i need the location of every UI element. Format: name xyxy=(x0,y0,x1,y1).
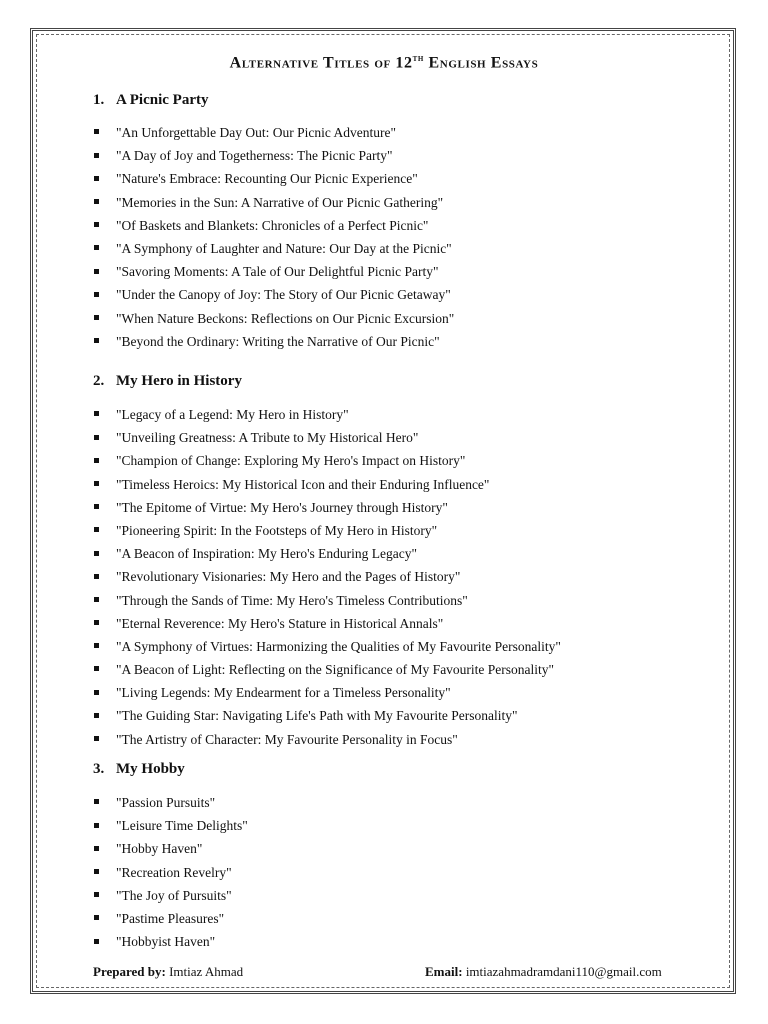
list-item: "Legacy of a Legend: My Hero in History" xyxy=(94,403,561,426)
list-item: "When Nature Beckons: Reflections on Our Picnic Excursion" xyxy=(94,307,454,330)
list-item: "A Symphony of Laughter and Nature: Our Day at the Picnic" xyxy=(94,237,454,260)
square-bullet-icon xyxy=(94,269,99,274)
square-bullet-icon xyxy=(94,435,99,440)
list-item: "Eternal Reverence: My Hero's Stature in Historical Annals" xyxy=(94,612,561,635)
list-item: "Nature's Embrace: Recounting Our Picnic Experience" xyxy=(94,167,454,190)
list-item: "A Beacon of Inspiration: My Hero's Enduring Legacy" xyxy=(94,542,561,565)
list-item: "An Unforgettable Day Out: Our Picnic Adventure" xyxy=(94,121,454,144)
square-bullet-icon xyxy=(94,153,99,158)
title-tail: English Essays xyxy=(423,54,539,72)
square-bullet-icon xyxy=(94,411,99,416)
square-bullet-icon xyxy=(94,315,99,320)
list-item: "Memories in the Sun: A Narrative of Our Picnic Gathering" xyxy=(94,191,454,214)
email-value: imtiazahmadramdani110@gmail.com xyxy=(462,964,662,979)
list-item: "Savoring Moments: A Tale of Our Delightful Picnic Party" xyxy=(94,260,454,283)
square-bullet-icon xyxy=(94,481,99,486)
title-superscript: th xyxy=(412,53,424,64)
list-item: "A Beacon of Light: Reflecting on the Significance of My Favourite Personality" xyxy=(94,658,561,681)
hero-title-list xyxy=(94,403,561,751)
list-item: "Hobbyist Haven" xyxy=(94,930,248,953)
list-item: "Recreation Revelry" xyxy=(94,861,248,884)
list-item: "A Day of Joy and Togetherness: The Picnic Party" xyxy=(94,144,454,167)
hobby-title-list xyxy=(94,791,248,953)
list-item: "Unveiling Greatness: A Tribute to My Historical Hero" xyxy=(94,426,561,449)
square-bullet-icon xyxy=(94,823,99,828)
square-bullet-icon xyxy=(94,799,99,804)
square-bullet-icon xyxy=(94,551,99,556)
list-item: "Revolutionary Visionaries: My Hero and the Pages of History" xyxy=(94,565,561,588)
square-bullet-icon xyxy=(94,527,99,532)
list-item: "Leisure Time Delights" xyxy=(94,814,248,837)
list-item: "Beyond the Ordinary: Writing the Narrative of Our Picnic" xyxy=(94,330,454,353)
list-item: "Timeless Heroics: My Historical Icon and their Enduring Influence" xyxy=(94,473,561,496)
square-bullet-icon xyxy=(94,574,99,579)
square-bullet-icon xyxy=(94,736,99,741)
footer-prepared-by xyxy=(93,964,243,980)
square-bullet-icon xyxy=(94,690,99,695)
square-bullet-icon xyxy=(94,245,99,250)
list-item: "Pastime Pleasures" xyxy=(94,907,248,930)
section-heading-picnic xyxy=(93,92,208,109)
square-bullet-icon xyxy=(94,222,99,227)
list-item: "Pioneering Spirit: In the Footsteps of My Hero in History" xyxy=(94,519,561,542)
square-bullet-icon xyxy=(94,713,99,718)
square-bullet-icon xyxy=(94,597,99,602)
square-bullet-icon xyxy=(94,892,99,897)
list-item: "Of Baskets and Blankets: Chronicles of a Perfect Picnic" xyxy=(94,214,454,237)
email-label: Email: xyxy=(425,964,463,979)
list-item: "The Guiding Star: Navigating Life's Path with My Favourite Personality" xyxy=(94,704,561,727)
list-item: "Passion Pursuits" xyxy=(94,791,248,814)
list-item: "The Joy of Pursuits" xyxy=(94,884,248,907)
list-item: "Through the Sands of Time: My Hero's Timeless Contributions" xyxy=(94,589,561,612)
prepared-by-label: Prepared by: xyxy=(93,964,166,979)
section-heading-hobby xyxy=(93,761,185,778)
list-item: "Living Legends: My Endearment for a Timeless Personality" xyxy=(94,681,561,704)
square-bullet-icon xyxy=(94,869,99,874)
section-title: My Hero in History xyxy=(116,373,242,389)
section-number: 3. xyxy=(93,761,105,777)
square-bullet-icon xyxy=(94,338,99,343)
square-bullet-icon xyxy=(94,504,99,509)
picnic-title-list xyxy=(94,121,454,353)
square-bullet-icon xyxy=(94,129,99,134)
section-heading-hero xyxy=(93,373,242,390)
footer-email xyxy=(425,964,662,980)
list-item: "The Epitome of Virtue: My Hero's Journey through History" xyxy=(94,496,561,519)
square-bullet-icon xyxy=(94,939,99,944)
section-title: A Picnic Party xyxy=(116,92,209,108)
prepared-by-value: Imtiaz Ahmad xyxy=(165,964,244,979)
square-bullet-icon xyxy=(94,915,99,920)
list-item: "Champion of Change: Exploring My Hero's Impact on History" xyxy=(94,449,561,472)
list-item: "The Artistry of Character: My Favourite Personality in Focus" xyxy=(94,728,561,751)
square-bullet-icon xyxy=(94,666,99,671)
document-title xyxy=(0,53,768,72)
square-bullet-icon xyxy=(94,620,99,625)
list-item: "Hobby Haven" xyxy=(94,837,248,860)
section-number: 2. xyxy=(93,373,105,389)
square-bullet-icon xyxy=(94,292,99,297)
section-number: 1. xyxy=(93,92,105,108)
section-title: My Hobby xyxy=(116,761,185,777)
list-item: "A Symphony of Virtues: Harmonizing the Qualities of My Favourite Personality" xyxy=(94,635,561,658)
title-main: Alternative Titles of 12 xyxy=(229,54,413,72)
square-bullet-icon xyxy=(94,643,99,648)
list-item: "Under the Canopy of Joy: The Story of Our Picnic Getaway" xyxy=(94,283,454,306)
square-bullet-icon xyxy=(94,458,99,463)
square-bullet-icon xyxy=(94,199,99,204)
square-bullet-icon xyxy=(94,846,99,851)
square-bullet-icon xyxy=(94,176,99,181)
